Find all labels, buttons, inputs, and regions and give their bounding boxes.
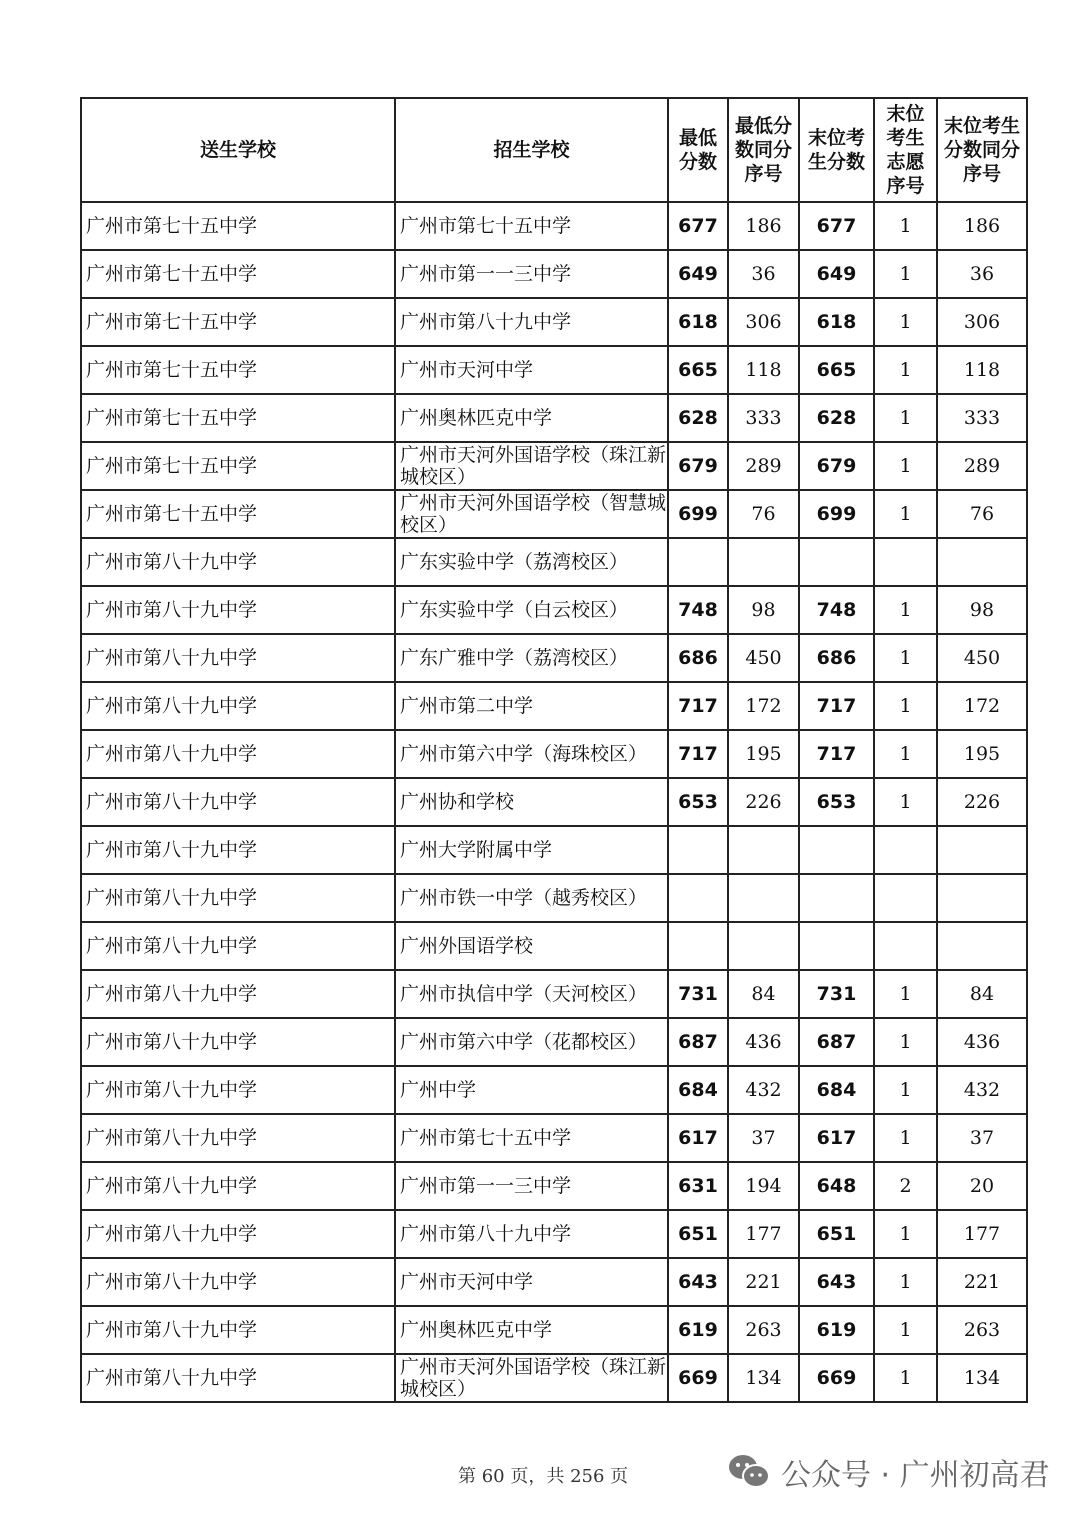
last-score-rank-cell: 436 <box>937 1018 1027 1066</box>
sending-school-cell: 广州市第八十九中学 <box>81 826 395 874</box>
last-score-cell: 648 <box>799 1162 874 1210</box>
admitting-school-cell: 广州市第八十九中学 <box>395 1210 668 1258</box>
admitting-school-cell: 广州市第一一三中学 <box>395 250 668 298</box>
sending-school-cell: 广州市第七十五中学 <box>81 250 395 298</box>
min-score-rank-cell <box>728 538 799 586</box>
last-choice-cell <box>874 826 937 874</box>
min-score-rank-cell: 263 <box>728 1306 799 1354</box>
admitting-school-cell: 广州市第六中学（花都校区） <box>395 1018 668 1066</box>
admitting-school-cell: 广州市天河外国语学校（珠江新城校区） <box>395 1354 668 1402</box>
header-last-score <box>799 98 874 202</box>
admitting-school-cell: 广州中学 <box>395 1066 668 1114</box>
header-min-score-label: 最低分数 <box>678 127 717 173</box>
table-row <box>81 730 1027 778</box>
min-score-cell: 684 <box>668 1066 728 1114</box>
min-score-rank-cell <box>728 922 799 970</box>
min-score-rank-cell: 432 <box>728 1066 799 1114</box>
header-min-score-rank <box>728 98 799 202</box>
last-score-cell: 748 <box>799 586 874 634</box>
min-score-rank-cell: 333 <box>728 394 799 442</box>
table-row <box>81 1162 1027 1210</box>
table-row <box>81 442 1027 490</box>
last-score-rank-cell: 226 <box>937 778 1027 826</box>
last-score-rank-cell: 98 <box>937 586 1027 634</box>
sending-school-cell: 广州市第八十九中学 <box>81 1114 395 1162</box>
last-score-cell: 651 <box>799 1210 874 1258</box>
header-min-score-rank-label: 最低分数同分序号 <box>734 115 792 185</box>
min-score-cell: 618 <box>668 298 728 346</box>
sending-school-cell: 广州市第八十九中学 <box>81 874 395 922</box>
sending-school-cell: 广州市第八十九中学 <box>81 970 395 1018</box>
last-score-rank-cell: 172 <box>937 682 1027 730</box>
min-score-rank-cell: 436 <box>728 1018 799 1066</box>
min-score-rank-cell: 172 <box>728 682 799 730</box>
last-score-rank-cell: 263 <box>937 1306 1027 1354</box>
min-score-cell: 699 <box>668 490 728 538</box>
last-score-rank-cell: 289 <box>937 442 1027 490</box>
last-choice-cell: 1 <box>874 1018 937 1066</box>
last-choice-cell <box>874 538 937 586</box>
sending-school-cell: 广州市第七十五中学 <box>81 346 395 394</box>
last-score-cell: 717 <box>799 730 874 778</box>
table-row <box>81 922 1027 970</box>
sending-school-cell: 广州市第七十五中学 <box>81 298 395 346</box>
min-score-rank-cell: 84 <box>728 970 799 1018</box>
admitting-school-cell: 广东广雅中学（荔湾校区） <box>395 634 668 682</box>
sending-school-cell: 广州市第八十九中学 <box>81 730 395 778</box>
last-choice-cell <box>874 922 937 970</box>
sending-school-cell: 广州市第八十九中学 <box>81 1210 395 1258</box>
last-score-rank-cell: 186 <box>937 202 1027 250</box>
sending-school-cell: 广州市第八十九中学 <box>81 1258 395 1306</box>
table-row <box>81 1258 1027 1306</box>
min-score-rank-cell: 450 <box>728 634 799 682</box>
last-choice-cell: 1 <box>874 1114 937 1162</box>
last-choice-cell: 1 <box>874 586 937 634</box>
last-score-cell: 665 <box>799 346 874 394</box>
header-last-choice <box>874 98 937 202</box>
last-choice-cell: 1 <box>874 634 937 682</box>
last-choice-cell: 1 <box>874 1306 937 1354</box>
last-score-rank-cell: 76 <box>937 490 1027 538</box>
last-score-rank-cell: 333 <box>937 394 1027 442</box>
table-row <box>81 682 1027 730</box>
sending-school-cell: 广州市第八十九中学 <box>81 1066 395 1114</box>
min-score-rank-cell: 36 <box>728 250 799 298</box>
header-row <box>81 98 1027 202</box>
admitting-school-cell: 广州市天河中学 <box>395 1258 668 1306</box>
admitting-school-cell: 广州市铁一中学（越秀校区） <box>395 874 668 922</box>
last-score-rank-cell: 432 <box>937 1066 1027 1114</box>
last-score-rank-cell <box>937 826 1027 874</box>
last-choice-cell: 1 <box>874 1258 937 1306</box>
min-score-rank-cell: 118 <box>728 346 799 394</box>
table-row <box>81 826 1027 874</box>
last-score-cell: 679 <box>799 442 874 490</box>
min-score-cell: 665 <box>668 346 728 394</box>
watermark <box>727 1450 1050 1494</box>
sending-school-cell: 广州市第八十九中学 <box>81 682 395 730</box>
table-row <box>81 778 1027 826</box>
last-score-rank-cell: 84 <box>937 970 1027 1018</box>
last-score-rank-cell <box>937 922 1027 970</box>
table-row <box>81 1354 1027 1402</box>
table-row <box>81 1114 1027 1162</box>
min-score-cell <box>668 922 728 970</box>
table-row <box>81 1066 1027 1114</box>
admitting-school-cell: 广东实验中学（荔湾校区） <box>395 538 668 586</box>
last-score-cell <box>799 826 874 874</box>
min-score-cell: 717 <box>668 682 728 730</box>
last-score-cell: 618 <box>799 298 874 346</box>
sending-school-cell: 广州市第八十九中学 <box>81 922 395 970</box>
min-score-cell: 653 <box>668 778 728 826</box>
min-score-rank-cell: 289 <box>728 442 799 490</box>
last-score-rank-cell <box>937 874 1027 922</box>
min-score-cell: 748 <box>668 586 728 634</box>
table-row <box>81 1018 1027 1066</box>
min-score-rank-cell: 37 <box>728 1114 799 1162</box>
last-score-cell: 617 <box>799 1114 874 1162</box>
table-row <box>81 1306 1027 1354</box>
last-score-cell <box>799 538 874 586</box>
admitting-school-cell: 广州市第六中学（海珠校区） <box>395 730 668 778</box>
last-score-cell: 653 <box>799 778 874 826</box>
table-row <box>81 298 1027 346</box>
sending-school-cell: 广州市第七十五中学 <box>81 490 395 538</box>
watermark-text: 公众号 · 广州初高君 <box>781 1458 1050 1493</box>
header-last-score-label: 末位考生分数 <box>807 127 865 173</box>
admitting-school-cell: 广州市第八十九中学 <box>395 298 668 346</box>
min-score-cell: 679 <box>668 442 728 490</box>
last-score-rank-cell: 134 <box>937 1354 1027 1402</box>
admitting-school-cell: 广州大学附属中学 <box>395 826 668 874</box>
min-score-cell: 617 <box>668 1114 728 1162</box>
min-score-cell <box>668 538 728 586</box>
min-score-cell: 687 <box>668 1018 728 1066</box>
table-row <box>81 874 1027 922</box>
admitting-school-cell: 广州市第二中学 <box>395 682 668 730</box>
last-score-cell: 669 <box>799 1354 874 1402</box>
header-min-score <box>668 98 728 202</box>
last-score-rank-cell: 20 <box>937 1162 1027 1210</box>
admitting-school-cell: 广州市天河中学 <box>395 346 668 394</box>
min-score-rank-cell <box>728 826 799 874</box>
last-choice-cell: 1 <box>874 298 937 346</box>
last-score-cell: 677 <box>799 202 874 250</box>
header-admitting-school-label: 招生学校 <box>493 139 570 161</box>
admitting-school-cell: 广州市第一一三中学 <box>395 1162 668 1210</box>
table-row <box>81 346 1027 394</box>
sending-school-cell: 广州市第八十九中学 <box>81 1018 395 1066</box>
min-score-cell: 643 <box>668 1258 728 1306</box>
min-score-rank-cell: 177 <box>728 1210 799 1258</box>
table-row <box>81 538 1027 586</box>
admitting-school-cell: 广州市天河外国语学校（智慧城校区） <box>395 490 668 538</box>
header-sending-school-label: 送生学校 <box>199 139 276 161</box>
last-choice-cell: 1 <box>874 682 937 730</box>
last-score-cell: 699 <box>799 490 874 538</box>
min-score-cell: 686 <box>668 634 728 682</box>
sending-school-cell: 广州市第八十九中学 <box>81 586 395 634</box>
sending-school-cell: 广州市第八十九中学 <box>81 778 395 826</box>
sending-school-cell: 广州市第八十九中学 <box>81 634 395 682</box>
min-score-rank-cell: 306 <box>728 298 799 346</box>
min-score-rank-cell: 221 <box>728 1258 799 1306</box>
sending-school-cell: 广州市第八十九中学 <box>81 538 395 586</box>
admitting-school-cell: 广州市天河外国语学校（珠江新城校区） <box>395 442 668 490</box>
table-row <box>81 586 1027 634</box>
last-choice-cell: 1 <box>874 346 937 394</box>
table-row <box>81 394 1027 442</box>
sending-school-cell: 广州市第七十五中学 <box>81 202 395 250</box>
min-score-cell: 619 <box>668 1306 728 1354</box>
last-choice-cell: 1 <box>874 970 937 1018</box>
min-score-cell: 669 <box>668 1354 728 1402</box>
last-choice-cell: 1 <box>874 202 937 250</box>
min-score-rank-cell: 195 <box>728 730 799 778</box>
admitting-school-cell: 广东实验中学（白云校区） <box>395 586 668 634</box>
last-choice-cell: 1 <box>874 1210 937 1258</box>
last-score-cell: 649 <box>799 250 874 298</box>
min-score-rank-cell: 194 <box>728 1162 799 1210</box>
header-admitting-school <box>395 98 668 202</box>
last-score-cell: 686 <box>799 634 874 682</box>
table-row <box>81 202 1027 250</box>
admitting-school-cell: 广州协和学校 <box>395 778 668 826</box>
table-row <box>81 634 1027 682</box>
min-score-rank-cell: 186 <box>728 202 799 250</box>
header-last-score-rank <box>937 98 1027 202</box>
admission-table <box>80 97 1028 1403</box>
admitting-school-cell: 广州奥林匹克中学 <box>395 394 668 442</box>
min-score-rank-cell: 76 <box>728 490 799 538</box>
last-score-rank-cell: 37 <box>937 1114 1027 1162</box>
table-row <box>81 1210 1027 1258</box>
min-score-cell: 649 <box>668 250 728 298</box>
last-score-cell: 687 <box>799 1018 874 1066</box>
min-score-rank-cell: 134 <box>728 1354 799 1402</box>
min-score-cell: 631 <box>668 1162 728 1210</box>
wechat-icon <box>727 1452 771 1492</box>
last-choice-cell: 1 <box>874 250 937 298</box>
last-choice-cell: 1 <box>874 1354 937 1402</box>
last-choice-cell <box>874 874 937 922</box>
admitting-school-cell: 广州市第七十五中学 <box>395 202 668 250</box>
sending-school-cell: 广州市第八十九中学 <box>81 1162 395 1210</box>
last-score-cell: 717 <box>799 682 874 730</box>
admitting-school-cell: 广州外国语学校 <box>395 922 668 970</box>
last-score-rank-cell <box>937 538 1027 586</box>
min-score-rank-cell: 98 <box>728 586 799 634</box>
last-choice-cell: 1 <box>874 394 937 442</box>
last-score-rank-cell: 195 <box>937 730 1027 778</box>
last-score-cell: 684 <box>799 1066 874 1114</box>
last-choice-cell: 2 <box>874 1162 937 1210</box>
last-score-cell <box>799 922 874 970</box>
last-score-cell: 643 <box>799 1258 874 1306</box>
sending-school-cell: 广州市第七十五中学 <box>81 394 395 442</box>
last-choice-cell: 1 <box>874 778 937 826</box>
last-choice-cell: 1 <box>874 730 937 778</box>
last-choice-cell: 1 <box>874 442 937 490</box>
min-score-cell <box>668 826 728 874</box>
last-score-cell: 619 <box>799 1306 874 1354</box>
min-score-cell <box>668 874 728 922</box>
min-score-rank-cell <box>728 874 799 922</box>
admitting-school-cell: 广州奥林匹克中学 <box>395 1306 668 1354</box>
last-score-rank-cell: 177 <box>937 1210 1027 1258</box>
admitting-school-cell: 广州市执信中学（天河校区） <box>395 970 668 1018</box>
min-score-cell: 717 <box>668 730 728 778</box>
sending-school-cell: 广州市第七十五中学 <box>81 442 395 490</box>
min-score-cell: 628 <box>668 394 728 442</box>
header-last-choice-label: 末位考生志愿序号 <box>886 103 925 197</box>
sending-school-cell: 广州市第八十九中学 <box>81 1306 395 1354</box>
header-sending-school <box>81 98 395 202</box>
last-score-cell: 731 <box>799 970 874 1018</box>
page-number: 第 60 页，共 256 页 <box>458 1466 629 1487</box>
min-score-cell: 731 <box>668 970 728 1018</box>
last-score-rank-cell: 36 <box>937 250 1027 298</box>
admitting-school-cell: 广州市第七十五中学 <box>395 1114 668 1162</box>
last-score-cell: 628 <box>799 394 874 442</box>
last-choice-cell: 1 <box>874 490 937 538</box>
min-score-cell: 651 <box>668 1210 728 1258</box>
min-score-cell: 677 <box>668 202 728 250</box>
last-score-rank-cell: 221 <box>937 1258 1027 1306</box>
table-row <box>81 490 1027 538</box>
last-score-cell <box>799 874 874 922</box>
header-last-score-rank-label: 末位考生分数同分序号 <box>943 115 1020 185</box>
sending-school-cell: 广州市第八十九中学 <box>81 1354 395 1402</box>
table-row <box>81 250 1027 298</box>
last-choice-cell: 1 <box>874 1066 937 1114</box>
min-score-rank-cell: 226 <box>728 778 799 826</box>
table-row <box>81 970 1027 1018</box>
last-score-rank-cell: 450 <box>937 634 1027 682</box>
last-score-rank-cell: 306 <box>937 298 1027 346</box>
last-score-rank-cell: 118 <box>937 346 1027 394</box>
